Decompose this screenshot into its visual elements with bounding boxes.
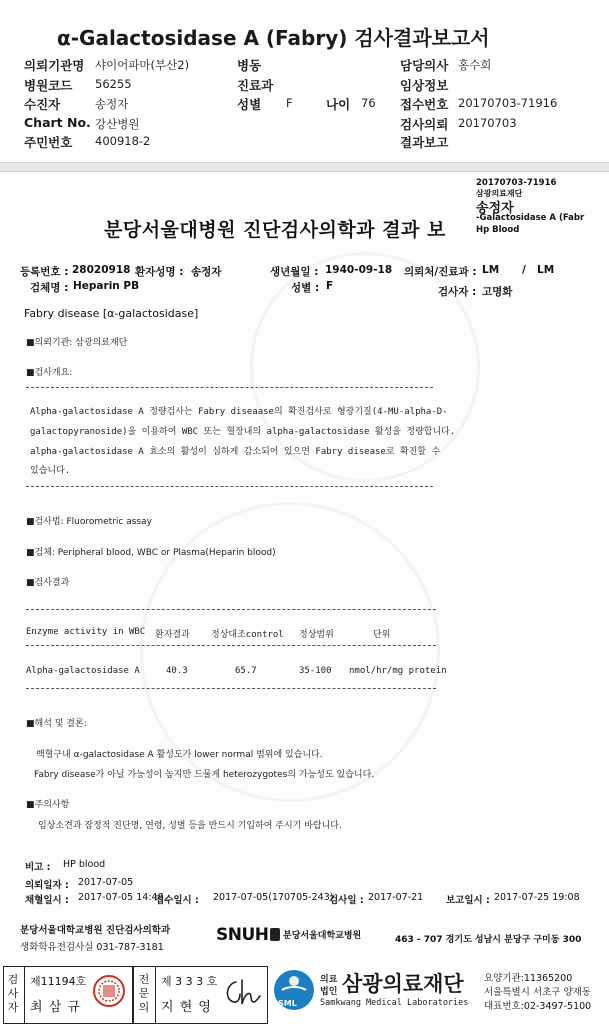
interpretation-line: 백혈구내 α-galactosidase A 활성도가 lower normal 범위에 있습니다. [36,750,323,760]
value-receipt-no: 20170703-71916 [458,96,558,110]
section-interpretation-head: ■해석 및 결론: [26,719,87,729]
value-receipt-date: 2017-07-05(170705-243) [213,892,334,903]
value-specimen: Heparin PB [73,280,140,292]
org-prefix: 법인 [320,987,338,997]
value-request-date: 2017-07-05 [78,877,134,888]
label-chart-no: Chart No. [24,115,91,130]
value-patient-name: 송정자 [191,266,222,278]
value-resident-no: 400918-2 [95,134,151,148]
stamp-org: 삼광의료재단 [476,189,523,198]
value-remark: HP blood [63,859,106,870]
label-birthdate: 생년월일 : [270,266,319,278]
section-notes-head: ■주의사항 [26,800,70,810]
value-dept: LM [537,264,555,276]
table-cell: 35-100 [299,666,332,676]
stamp-test: -Galactosidase A (Fabr [476,213,585,223]
cell-divider [155,966,156,1024]
interpretation-line: Fabry disease가 아닐 가능성이 높지만 드물게 heterozygotes의 가능성도 있습니다. [34,770,375,780]
section-sample: ■검체: Peripheral blood, WBC or Plasma(Heparin blood) [26,548,276,558]
divider [26,688,436,689]
value-hospital-code: 56255 [95,77,132,91]
org-info: 서울특별시 서초구 양재동 [484,987,591,998]
divider [26,486,433,487]
examiner-name: 최 삼 규 [30,1000,81,1015]
table-header: Enzyme activity in WBC [26,627,146,637]
value-examiner: 고명화 [482,286,513,298]
specialist-license-no: 제 3 3 3 호 [161,975,218,988]
label-examiner: 검사자 : [438,286,477,298]
examiner-title: 검사자 [7,973,19,1014]
footer-department: 분당서울대학교병원 진단검사의학과 [20,925,171,936]
cell-divider [24,966,25,1024]
specialist-title: 전문의 [138,973,150,1014]
table-cell: nmol/hr/mg protein [349,666,447,676]
label-resident-no: 주민번호 [24,135,73,150]
notes-line: 임상소견과 잠정적 진단명, 연령, 성별 등을 반드시 기입하여 주시기 바랍니다. [38,821,342,831]
label-remark: 비고 : [25,862,51,873]
value-requesting-org: 샤이어파마(부산2) [95,58,190,72]
value-age: 76 [361,96,376,110]
value-requester: LM [482,264,500,276]
overview-line: alpha-galactosidase A 효소의 활성이 심하게 감소되어 있으면 Fabry disease로 확진할 수 [30,447,441,457]
overview-line: 있습니다. [30,466,71,476]
dept-separator: / [522,264,526,276]
footer-address: 463 - 707 경기도 성남시 분당구 구미동 300 [395,935,582,945]
label-draw-date: 채혈일시 : [25,895,69,906]
label-test-date: 검사일 : [329,895,364,906]
label-specimen: 검체명 : [30,282,69,294]
report-title: 분당서울대병원 진단검사의학과 결과 보 [104,219,446,241]
sml-logo-text: SML [278,999,297,1008]
label-requesting-org: 의뢰기관명 [24,58,85,73]
snuh-name: 분당서울대학교병원 [283,931,362,941]
value-draw-date: 2017-07-05 14:48 [78,892,164,903]
test-name: Fabry disease [α-galactosidase] [24,307,199,320]
divider [26,645,436,646]
table-cell: 40.3 [166,666,188,676]
value-sex: F [286,96,293,110]
value-patient: 송정자 [95,97,129,111]
label-result-report: 결과보고 [400,135,449,150]
label-department: 진료과 [237,78,274,93]
examiner-license-no: 제11194호 [30,975,87,988]
label-clinical-info: 임상정보 [400,78,449,93]
value-test-date: 2017-07-21 [368,892,424,903]
org-info: 요양기관:11365200 [484,973,573,984]
header-separator [0,162,609,172]
label-ward: 병동 [237,58,262,73]
section-requesting-org: ■의뢰기관: 삼광의료재단 [26,338,128,348]
value-report-sex: F [326,280,334,292]
overview-line: Alpha-galactosidase A 정량검사는 Fabry diseaase의 확진검사로 형광기질(4-MU-alpha-D- [30,407,448,417]
stamp-sample: Hp Blood [476,225,520,235]
label-receipt-date: 접수일시 : [155,895,199,906]
label-report-sex: 성별 : [291,282,320,294]
table-cell: 65.7 [235,666,257,676]
value-chart-no: 강산병원 [95,117,140,131]
specialist-name: 지 현 영 [161,1000,212,1015]
label-test-request: 검사의뢰 [400,117,449,132]
label-receipt-no: 접수번호 [400,97,449,112]
label-patient: 수진자 [24,97,61,112]
table-header: 단위 [373,630,391,640]
value-report-date: 2017-07-25 19:08 [494,892,580,903]
label-patient-name: 환자성명 : [135,266,184,278]
org-english-name: Samkwang Medical Laboratories [320,998,469,1008]
label-age: 나이 [326,97,351,112]
stamp-receipt-id: 20170703-71916 [476,178,557,188]
section-method: ■검사법: Fluorometric assay [26,517,152,527]
page-title: α-Galactosidase A (Fabry) 검사결과보고서 [57,26,490,50]
snuh-emblem-icon [270,928,280,941]
snuh-logo: SNUH [216,925,269,945]
label-hospital-code: 병원코드 [24,78,73,93]
stamp-patient-name: 송정자 [476,201,514,216]
label-requester-dept: 의뢰처/진료과 : [404,266,477,278]
label-request-date: 의뢰일자 : [25,880,69,891]
label-registration-no: 등록번호 : [20,266,69,278]
label-doctor: 담당의사 [400,58,449,73]
section-result-head: ■검사결과 [26,578,70,588]
value-doctor: 홍수희 [458,58,492,72]
label-report-date: 보고일시 : [446,895,490,906]
section-overview-head: ■검사개요: [26,368,73,378]
table-cell: Alpha-galactosidase A [26,666,140,676]
divider [26,387,433,388]
value-test-request: 20170703 [458,116,517,130]
specialist-signature-icon [222,976,262,1010]
org-name: 삼광의료재단 [342,972,464,996]
value-registration-no: 28020918 [72,264,131,276]
footer-phone: 생화학유전검사실 031-787-3181 [20,942,164,953]
org-prefix: 의료 [320,975,338,985]
overview-line: galactopyranoside)을 이용하여 WBC 또는 혈장내의 alpha-galactosidase 활성을 정량합니다. [30,427,456,437]
table-header: 환자결과 [155,630,190,640]
value-birthdate: 1940-09-18 [325,264,393,276]
label-sex: 성별 [237,97,262,112]
divider [26,609,436,610]
examiner-seal-icon [92,974,126,1008]
table-header: 정상범위 [299,630,334,640]
table-header: 정상대조control [211,630,284,640]
org-info: 대표번호:02-3497-5100 [484,1001,592,1012]
